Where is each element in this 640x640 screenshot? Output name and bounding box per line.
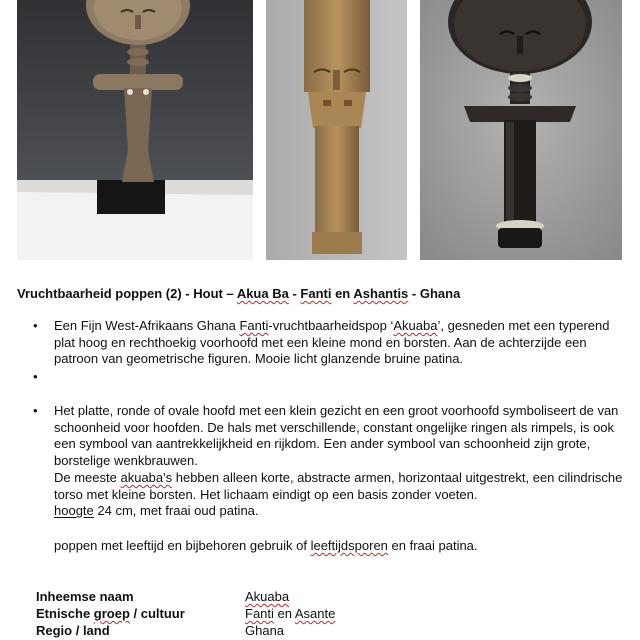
text-segment: hebben alleen korte, abstracte armen, horizontaal uitgestrekt, een cilindrische torso met kleine borsten. Het lichaam eindigt op een basis zonder voeten.	[54, 470, 623, 502]
text-fanti: Fanti	[239, 318, 269, 333]
paragraph-closing	[54, 538, 634, 555]
text-akuaba: Akuaba	[393, 318, 438, 333]
photo-figure-disc-head	[17, 0, 253, 260]
text-groep: groep	[93, 606, 130, 621]
text-segment: De meeste	[54, 470, 121, 485]
bullet-text: Het platte, ronde of ovale hoofd met een klein gezicht en een groot voorhoofd symboliseert de van schoonheid voor hoofden. De hals met verschillende, constant ongelijke ringen als rimpels, is ook een symbool van aantrekkelijkheid en rijkdom. Een ander symbool van schoonheid zijn grote, borstelige wenkbrauwen.	[54, 403, 619, 468]
heading-part3: en	[331, 286, 354, 301]
bullet-symbol: •	[33, 369, 38, 384]
heading-akua-ba: Akua Ba	[236, 286, 289, 301]
heading-part1: Vruchtbaarheid poppen (2) - Hout –	[17, 286, 237, 301]
bullet-symbol: •	[33, 318, 38, 333]
text-segment: ’, gesneden met een typerend plat hoog en rechthoekig voorhoofd met een kleine mond en borsten. Aan de achterzijde een patroon van geometrische figuren. Mooie licht glanzende bruine patina.	[54, 318, 610, 366]
heading-ashantis: Ashantis	[353, 286, 409, 301]
photo-figure-rectangular-head	[266, 0, 407, 260]
heading-fanti: Fanti	[300, 286, 332, 301]
text-segment: -vruchtbaarheidspop ‘	[268, 318, 394, 333]
photo-strip	[0, 0, 640, 262]
text-segment: Een Fijn West-Afrikaans Ghana	[54, 318, 240, 333]
info-label: Inheemse naam	[36, 589, 134, 604]
list-item	[33, 403, 633, 469]
info-value: Akuaba	[245, 589, 290, 604]
info-value	[245, 605, 335, 622]
text-leeftijdsporen: leeftijdsporen	[310, 538, 388, 553]
info-label	[36, 605, 185, 622]
bullet-symbol: •	[33, 403, 38, 418]
text-fanti: Fanti	[245, 606, 274, 621]
text-asante: Asante	[294, 606, 336, 621]
list-item	[33, 318, 633, 368]
bullet-text	[54, 318, 633, 368]
text-segment: en	[273, 606, 295, 621]
text-segment: 24 cm, met fraai oud patina.	[93, 503, 259, 518]
page-heading	[17, 286, 627, 301]
paragraph-extra	[54, 470, 634, 520]
heading-part4: - Ghana	[408, 286, 461, 301]
info-value: Ghana	[245, 623, 285, 638]
text-akuabas: akuaba's	[120, 470, 173, 485]
text-segment: / cultuur	[129, 606, 185, 621]
photo-figure-dark-disc-head	[420, 0, 622, 260]
text-segment: Etnische	[36, 606, 94, 621]
text-hoogte: hoogte	[54, 503, 94, 518]
text-segment: en fraai patina.	[387, 538, 478, 553]
text-segment: poppen met leeftijd en bijbehoren gebruik of	[54, 538, 311, 553]
info-label: Regio / land	[36, 623, 110, 638]
heading-part2: -	[288, 286, 301, 301]
